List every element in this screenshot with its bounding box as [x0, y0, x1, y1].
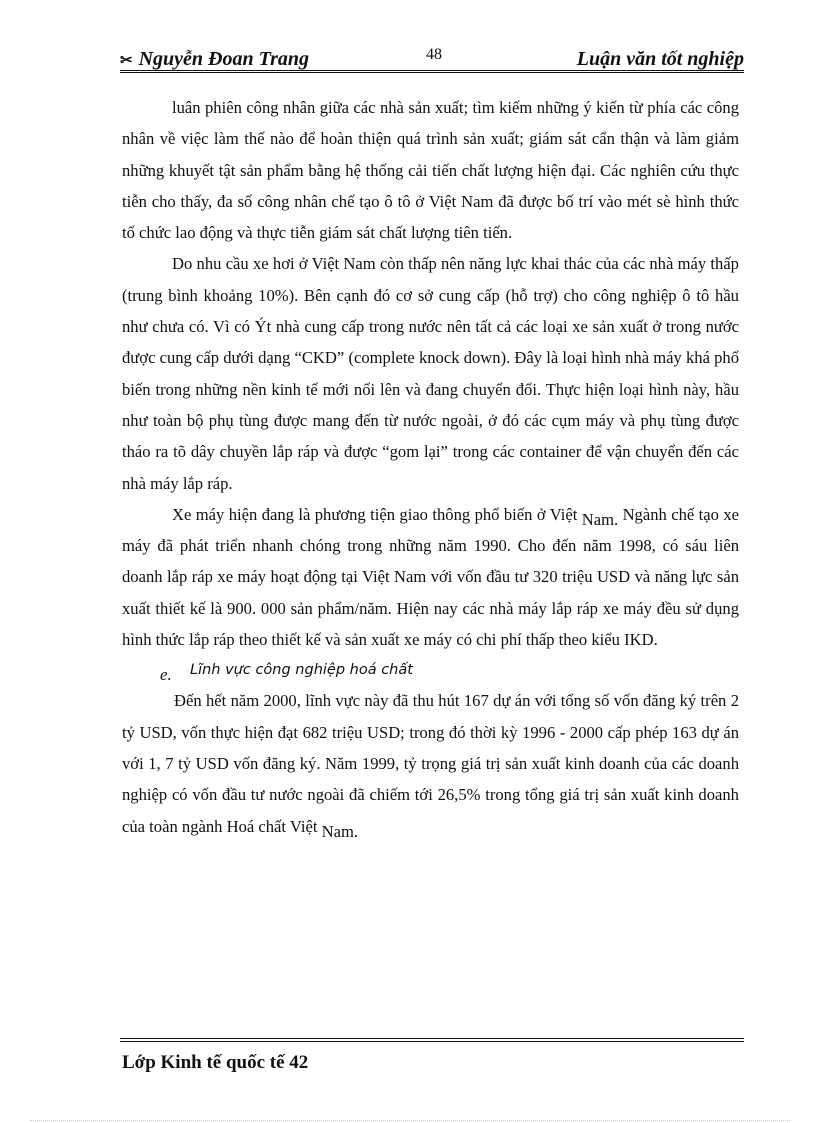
paragraph-2	[122, 248, 739, 498]
text-line: Xe máy hiện đang là phương tiện giao thông phổ biến ở Việt	[172, 504, 578, 524]
text-line: nhà máy thấp (trung bình khoảng 10%). Bên cạnh đó cơ sở cung cấp (hỗ trợ)	[122, 254, 739, 305]
paragraph-3	[122, 499, 739, 655]
text-line: ở Việt Nam đã được bố trí vào mét sè hình thức tổ chức lao động và thực tiễn	[122, 191, 739, 243]
header-author	[120, 48, 309, 71]
text-line: giá trị sản xuất kinh doanh của các doanh nghiệp có vốn đầu tư nước ngoài đã	[122, 753, 740, 805]
header-title: Luận văn tốt nghiệp	[576, 48, 744, 70]
text-subscript: Nam.	[321, 821, 359, 841]
section-title: Lĩnh vực công nghiệp hoá chất	[190, 662, 413, 679]
text-line: nền kinh tế mới nổi lên và đang chuyển đổi. Thực hiện loại hình này, hầu như	[122, 379, 740, 430]
text-line: đến năm 1998, có sáu liên doanh lắp ráp xe máy hoạt động tại Việt Nam với	[122, 536, 739, 587]
text-subscript: Nam.	[581, 509, 619, 529]
text-line: Do nhu cầu xe hơi ở Việt Nam còn thấp nên năng lực khai thác của các	[172, 254, 646, 274]
paragraph-1	[122, 92, 739, 248]
text-line: Ngành chế tạo xe máy đã phát triển nhanh chóng trong những năm 1990. Cho	[122, 504, 740, 556]
text-line: tất cả các loại xe sản xuất ở trong nước được cung cấp dưới dạng “CKD”	[122, 317, 739, 368]
text-line: luân phiên công nhân giữa các nhà sản xuất; tìm kiếm những ý kiến từ	[172, 98, 643, 117]
text-line: sát cẩn thận và làm giảm những khuyết tật sản phẩm bằng hệ thống cải tiến chất	[122, 129, 739, 180]
text-line: Đến hết năm 2000, lĩnh vực này đã thu hút 167 dự án với tổng số vốn	[174, 691, 639, 711]
text-line: được tháo ra tõ dây chuyền lắp ráp và được “gom lại” trong các container để	[122, 410, 739, 462]
scissors-icon: ✂	[120, 53, 133, 69]
paragraph-4	[122, 685, 739, 841]
text-line: vốn đầu tư 320 triệu USD và năng lực sản xuất thiết kế là 900. 000 sản	[122, 567, 740, 618]
text-line: vận chuyển đến các nhà máy lắp ráp.	[122, 442, 739, 493]
text-line: đăng ký trên 2 tỷ USD, vốn thực hiện đạt 682 triệu USD; trong đó thời kỳ 1996	[122, 691, 740, 742]
text-line: (complete knock down). Đây là loại hình nhà máy khá phổ biến trong những	[122, 348, 739, 399]
text-line: cho công nghiệp ô tô hầu như chưa có. Vì có Ýt nhà cung cấp trong nước nên	[122, 285, 739, 337]
section-letter: e.	[160, 665, 172, 685]
footer-text: Lớp Kinh tế quốc tế 42	[122, 1052, 309, 1073]
footer-rule	[120, 1038, 744, 1042]
header-rule	[120, 70, 744, 73]
page-edge-divider	[30, 1120, 790, 1121]
text-line: phẩm/năm. Hiện nay các nhà máy lắp ráp xe máy đều sử dụng hình thức lắp ráp	[122, 598, 739, 650]
text-line: lượng hiện đại. Các nghiên cứu thực tiễn cho thấy, đa số công nhân chế tạo ô tô	[122, 160, 739, 211]
header-author-text: Nguyễn Đoan Trang	[138, 48, 309, 70]
body-text	[122, 92, 739, 842]
page-number: 48	[426, 46, 442, 63]
text-line: Việt	[289, 816, 318, 836]
text-line: phía các công nhân về việc làm thế nào để hoàn thiện quá trình sản xuất; giám	[122, 98, 739, 149]
text-line: chiếm tới 26,5% trong tổng giá trị sản xuất kinh doanh của toàn ngành Hoá chất	[122, 785, 739, 836]
text-line: toàn bộ phụ tùng được mang đến từ nước ngoài, ở đó các cụm máy và phụ tùng	[152, 410, 701, 430]
text-line: giám sát chất lượng tiên tiến.	[319, 223, 513, 243]
text-line: theo thiết kế và sản xuất xe máy có chi phí thấp theo kiểu IKD.	[238, 630, 658, 650]
text-line: - 2000 cấp phép 163 dự án với 1, 7 tỷ USD vốn đăng ký. Năm 1999, tỷ trọng	[122, 722, 739, 773]
section-heading	[122, 655, 739, 685]
